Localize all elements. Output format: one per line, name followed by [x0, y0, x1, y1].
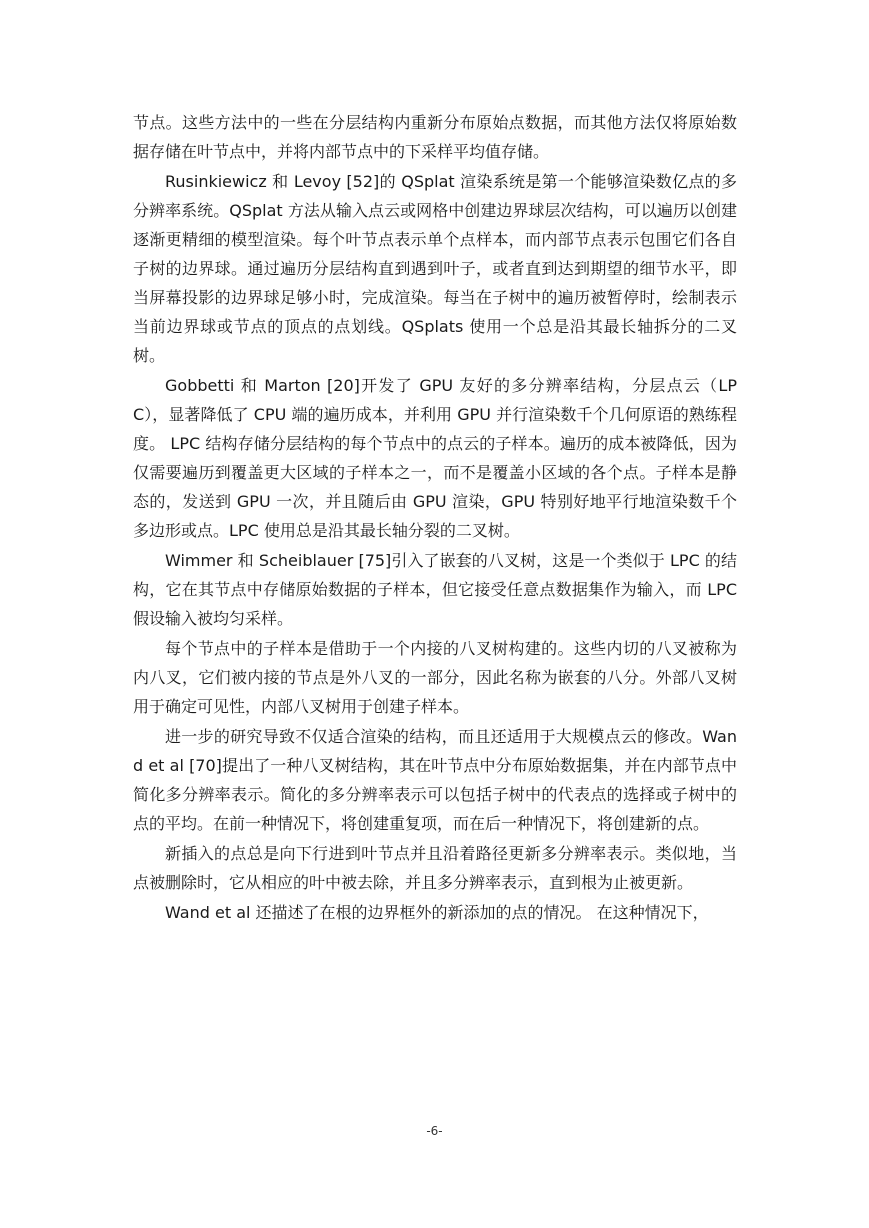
body-text: [133, 108, 737, 928]
paragraph-insertion: 新插入的点总是向下行进到叶节点并且沿着路径更新多分辨率表示。类似地，当点被删除时，它从相应的叶中被去除，并且多分辨率表示，直到根为止被更新。: [133, 844, 737, 892]
paragraph-continuation: 节点。这些方法中的一些在分层结构内重新分布原始点数据，而其他方法仅将原始数据存储在叶节点中，并将内部节点中的下采样平均值存储。: [133, 113, 737, 161]
paragraph-subsample: 每个节点中的子样本是借助于一个内接的八叉树构建的。这些内切的八叉被称为内八叉，它们被内接的节点是外八叉的一部分，因此名称为嵌套的八分。外部八叉树用于确定可见性，内部八叉树用于创建子样本。: [133, 639, 737, 716]
paragraph-nested-octree: Wimmer 和 Scheiblauer [75]引入了嵌套的八叉树，这是一个类似于 LPC 的结构，它在其节点中存储原始数据的子样本，但它接受任意点数据集作为输入，而 LPC 假设输入被均匀采样。: [133, 551, 737, 628]
paragraph-wand-octree: 进一步的研究导致不仅适合渲染的结构，而且还适用于大规模点云的修改。Wand et al [70]提出了一种八叉树结构，其在叶节点中分布原始数据集，并在内部节点中简化多分辨率表示。简化的多分辨率表示可以包括子树中的代表点的选择或子树中的点的平均。在前一种情况下，将创建重复项，而在后一种情况下，将创建新的点。: [133, 727, 737, 833]
paragraph-qsplat: Rusinkiewicz 和 Levoy [52]的 QSplat 渲染系统是第一个能够渲染数亿点的多分辨率系统。QSplat 方法从输入点云或网格中创建边界球层次结构，可以遍历以创建逐渐更精细的模型渲染。每个叶节点表示单个点样本，而内部节点表示包围它们各自子树的边界球。通过遍历分层结构直到遇到叶子，或者直到达到期望的细节水平，即当屏幕投影的边界球足够小时，完成渲染。每当在子树中的遍历被暂停时，绘制表示当前边界球或节点的顶点的点划线。QSplats 使用一个总是沿其最长轴拆分的二叉树。: [133, 172, 737, 365]
page-number: -6-: [426, 1124, 443, 1138]
paragraph-bounding-box: Wand et al 还描述了在根的边界框外的新添加的点的情况。 在这种情况下，: [165, 903, 709, 922]
paragraph-lpc: Gobbetti 和 Marton [20]开发了 GPU 友好的多分辨率结构，分层点云（LPC），显著降低了 CPU 端的遍历成本，并利用 GPU 并行渲染数千个几何原语的熟练程度。 LPC 结构存储分层结构的每个节点中的点云的子样本。遍历的成本被降低，因为仅需要遍历到覆盖更大区域的子样本之一，而不是覆盖小区域的各个点。子样本是静态的，发送到 GPU 一次，并且随后由 GPU 渲染，GPU 特别好地平行地渲染数千个多边形或点。LPC 使用总是沿其最长轴分裂的二叉树。: [133, 376, 737, 540]
